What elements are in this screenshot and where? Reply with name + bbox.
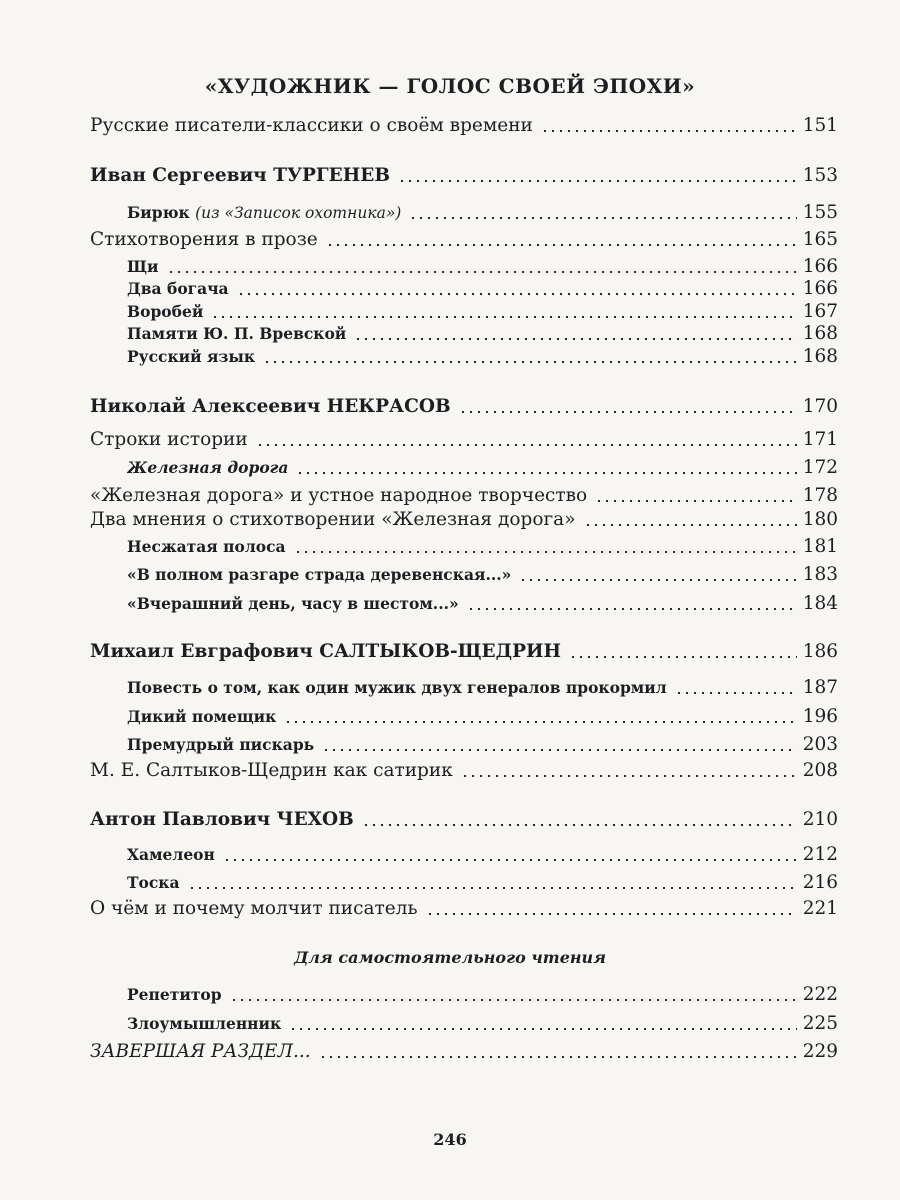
dot-leader bbox=[595, 500, 797, 502]
toc-entry: Дикий помещик 196 bbox=[127, 706, 838, 727]
dot-leader bbox=[296, 472, 796, 474]
toc-entry: «Железная дорога» и устное народное творчество 178 bbox=[90, 485, 838, 506]
page-ref: 184 bbox=[802, 593, 838, 614]
page-ref: 166 bbox=[802, 278, 838, 299]
toc-entry: Злоумышленник 225 bbox=[127, 1013, 838, 1034]
page-ref: 151 bbox=[802, 115, 838, 136]
dot-leader bbox=[223, 859, 797, 861]
toc-entry: «Вчерашний день, часу в шестом...» 184 bbox=[127, 593, 838, 614]
dot-leader bbox=[461, 775, 797, 777]
dot-leader bbox=[230, 999, 797, 1001]
toc-entry: Щи 166 bbox=[127, 256, 838, 277]
page-ref: 229 bbox=[802, 1041, 838, 1062]
dot-leader bbox=[237, 293, 797, 295]
page-ref: 168 bbox=[802, 346, 838, 367]
toc-entry: Железная дорога 172 bbox=[127, 457, 838, 478]
page-ref: 212 bbox=[802, 844, 838, 865]
dot-leader bbox=[167, 271, 797, 273]
page-ref: 180 bbox=[802, 509, 838, 530]
toc-entry: Воробей 167 bbox=[127, 301, 838, 322]
page-ref: 153 bbox=[802, 165, 838, 186]
page-ref: 168 bbox=[802, 323, 838, 344]
page-ref: 221 bbox=[802, 898, 838, 919]
page-ref: 222 bbox=[802, 984, 838, 1005]
dot-leader bbox=[354, 338, 796, 340]
dot-leader bbox=[541, 130, 797, 132]
page-ref: 178 bbox=[802, 485, 838, 506]
dot-leader bbox=[398, 180, 797, 182]
page-ref: 187 bbox=[802, 677, 838, 698]
dot-leader bbox=[256, 444, 797, 446]
dot-leader bbox=[569, 656, 797, 658]
page-ref: 155 bbox=[802, 202, 838, 223]
toc-author-entry: Николай Алексеевич НЕКРАСОВ 170 bbox=[90, 396, 838, 417]
dot-leader bbox=[675, 692, 797, 694]
dot-leader bbox=[188, 887, 797, 889]
page-ref: 186 bbox=[802, 641, 838, 662]
page-ref: 225 bbox=[802, 1013, 838, 1034]
page-ref: 171 bbox=[802, 429, 838, 450]
dot-leader bbox=[326, 244, 797, 246]
toc-entry: Стихотворения в прозе 165 bbox=[90, 229, 838, 250]
toc-entry: Премудрый пискарь 203 bbox=[127, 734, 838, 755]
toc-entry: Строки истории 171 bbox=[90, 429, 838, 450]
independent-reading-heading: Для самостоятельного чтения bbox=[294, 948, 606, 967]
page-number: 246 bbox=[433, 1130, 467, 1149]
toc-entry: Хамелеон 212 bbox=[127, 844, 838, 865]
page-ref: 216 bbox=[802, 872, 838, 893]
toc-entry: Памяти Ю. П. Вревской 168 bbox=[127, 323, 838, 344]
dot-leader bbox=[263, 361, 797, 363]
toc-entry: Два мнения о стихотворении «Железная дорога» 180 bbox=[90, 509, 838, 530]
toc-entry: Русский язык 168 bbox=[127, 346, 838, 367]
dot-leader bbox=[289, 1028, 796, 1030]
dot-leader bbox=[322, 749, 796, 751]
toc-entry: М. Е. Салтыков-Щедрин как сатирик 208 bbox=[90, 760, 838, 781]
toc-author-entry: Антон Павлович ЧЕХОВ 210 bbox=[90, 809, 838, 830]
toc-entry: О чём и почему молчит писатель 221 bbox=[90, 898, 838, 919]
page-ref: 203 bbox=[802, 734, 838, 755]
page-ref: 183 bbox=[802, 564, 838, 585]
toc-author-entry: Михаил Евграфович САЛТЫКОВ-ЩЕДРИН 186 bbox=[90, 641, 838, 662]
dot-leader bbox=[362, 824, 797, 826]
page-ref: 210 bbox=[802, 809, 838, 830]
toc-entry: Репетитор 222 bbox=[127, 984, 838, 1005]
toc-entry: Два богача 166 bbox=[127, 278, 838, 299]
dot-leader bbox=[459, 411, 797, 413]
toc-entry: «В полном разгаре страда деревенская...» 183 bbox=[127, 564, 838, 585]
toc-entry: Тоска 216 bbox=[127, 872, 838, 893]
toc-entry: ЗАВЕРШАЯ РАЗДЕЛ... 229 bbox=[90, 1041, 838, 1062]
toc-entry: Бирюк (из «Записок охотника») 155 bbox=[127, 202, 838, 223]
page-ref: 170 bbox=[802, 396, 838, 417]
dot-leader bbox=[409, 217, 796, 219]
toc-entry: Несжатая полоса 181 bbox=[127, 536, 838, 557]
toc-author-entry: Иван Сергеевич ТУРГЕНЕВ 153 bbox=[90, 165, 838, 186]
page-ref: 166 bbox=[802, 256, 838, 277]
dot-leader bbox=[584, 524, 797, 526]
dot-leader bbox=[426, 913, 797, 915]
dot-leader bbox=[211, 316, 796, 318]
section-title: «ХУДОЖНИК — ГОЛОС СВОЕЙ ЭПОХИ» bbox=[204, 74, 696, 98]
page-ref: 172 bbox=[802, 457, 838, 478]
dot-leader bbox=[519, 579, 796, 581]
dot-leader bbox=[467, 608, 797, 610]
page-ref: 208 bbox=[802, 760, 838, 781]
dot-leader bbox=[284, 721, 796, 723]
page-ref: 196 bbox=[802, 706, 838, 727]
toc-entry: Повесть о том, как один мужик двух генералов прокормил 187 bbox=[127, 677, 838, 698]
page-ref: 181 bbox=[802, 536, 838, 557]
page-ref: 165 bbox=[802, 229, 838, 250]
toc-entry: Русские писатели-классики о своём времени 151 bbox=[90, 115, 838, 136]
dot-leader bbox=[294, 551, 797, 553]
dot-leader bbox=[319, 1056, 797, 1058]
page-ref: 167 bbox=[802, 301, 838, 322]
